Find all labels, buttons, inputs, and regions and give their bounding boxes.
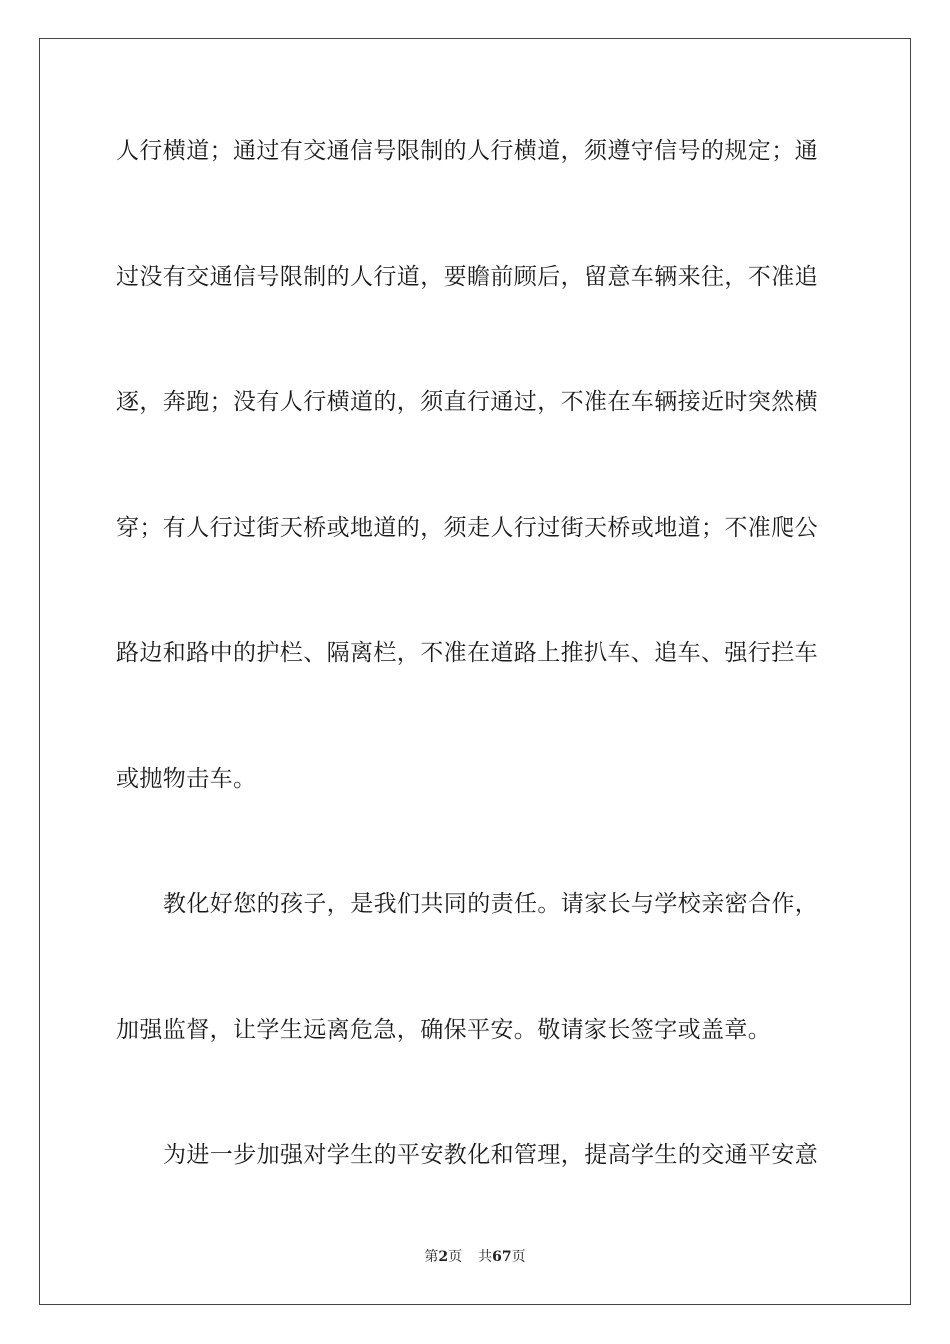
body-line: 或抛物击车。 [116, 765, 257, 792]
body-line: 路边和路中的护栏、隔离栏，不准在道路上推扒车、追车、强行拦车 [116, 640, 818, 666]
total-page-count: 67 [492, 1249, 512, 1265]
footer-prefix: 第 [424, 1249, 439, 1265]
body-line: 人行横道；通过有交通信号限制的人行横道，须遵守信号的规定；通 [116, 138, 818, 164]
current-page-number: 2 [438, 1249, 449, 1265]
footer-total-suffix: 页 [511, 1249, 526, 1265]
document-body [116, 130, 836, 1260]
page-footer [0, 1247, 950, 1267]
footer-total-prefix: 共 [478, 1249, 493, 1265]
body-line: 逐，奔跑；没有人行横道的，须直行通过，不准在车辆接近时突然横 [116, 389, 818, 415]
body-line: 加强监督，让学生远离危急，确保平安。敬请家长签字或盖章。 [116, 1016, 772, 1043]
footer-page-word: 页 [448, 1249, 463, 1265]
body-line: 穿；有人行过街天桥或地道的，须走人行过街天桥或地道；不准爬公 [116, 514, 818, 541]
body-line: 过没有交通信号限制的人行道，要瞻前顾后，留意车辆来往，不准追 [116, 263, 818, 290]
paragraph-start-line: 为进一步加强对学生的平安教化和管理，提高学生的交通平安意 [163, 1142, 819, 1168]
paragraph-start-line: 教化好您的孩子，是我们共同的责任。请家长与学校亲密合作， [163, 891, 819, 917]
